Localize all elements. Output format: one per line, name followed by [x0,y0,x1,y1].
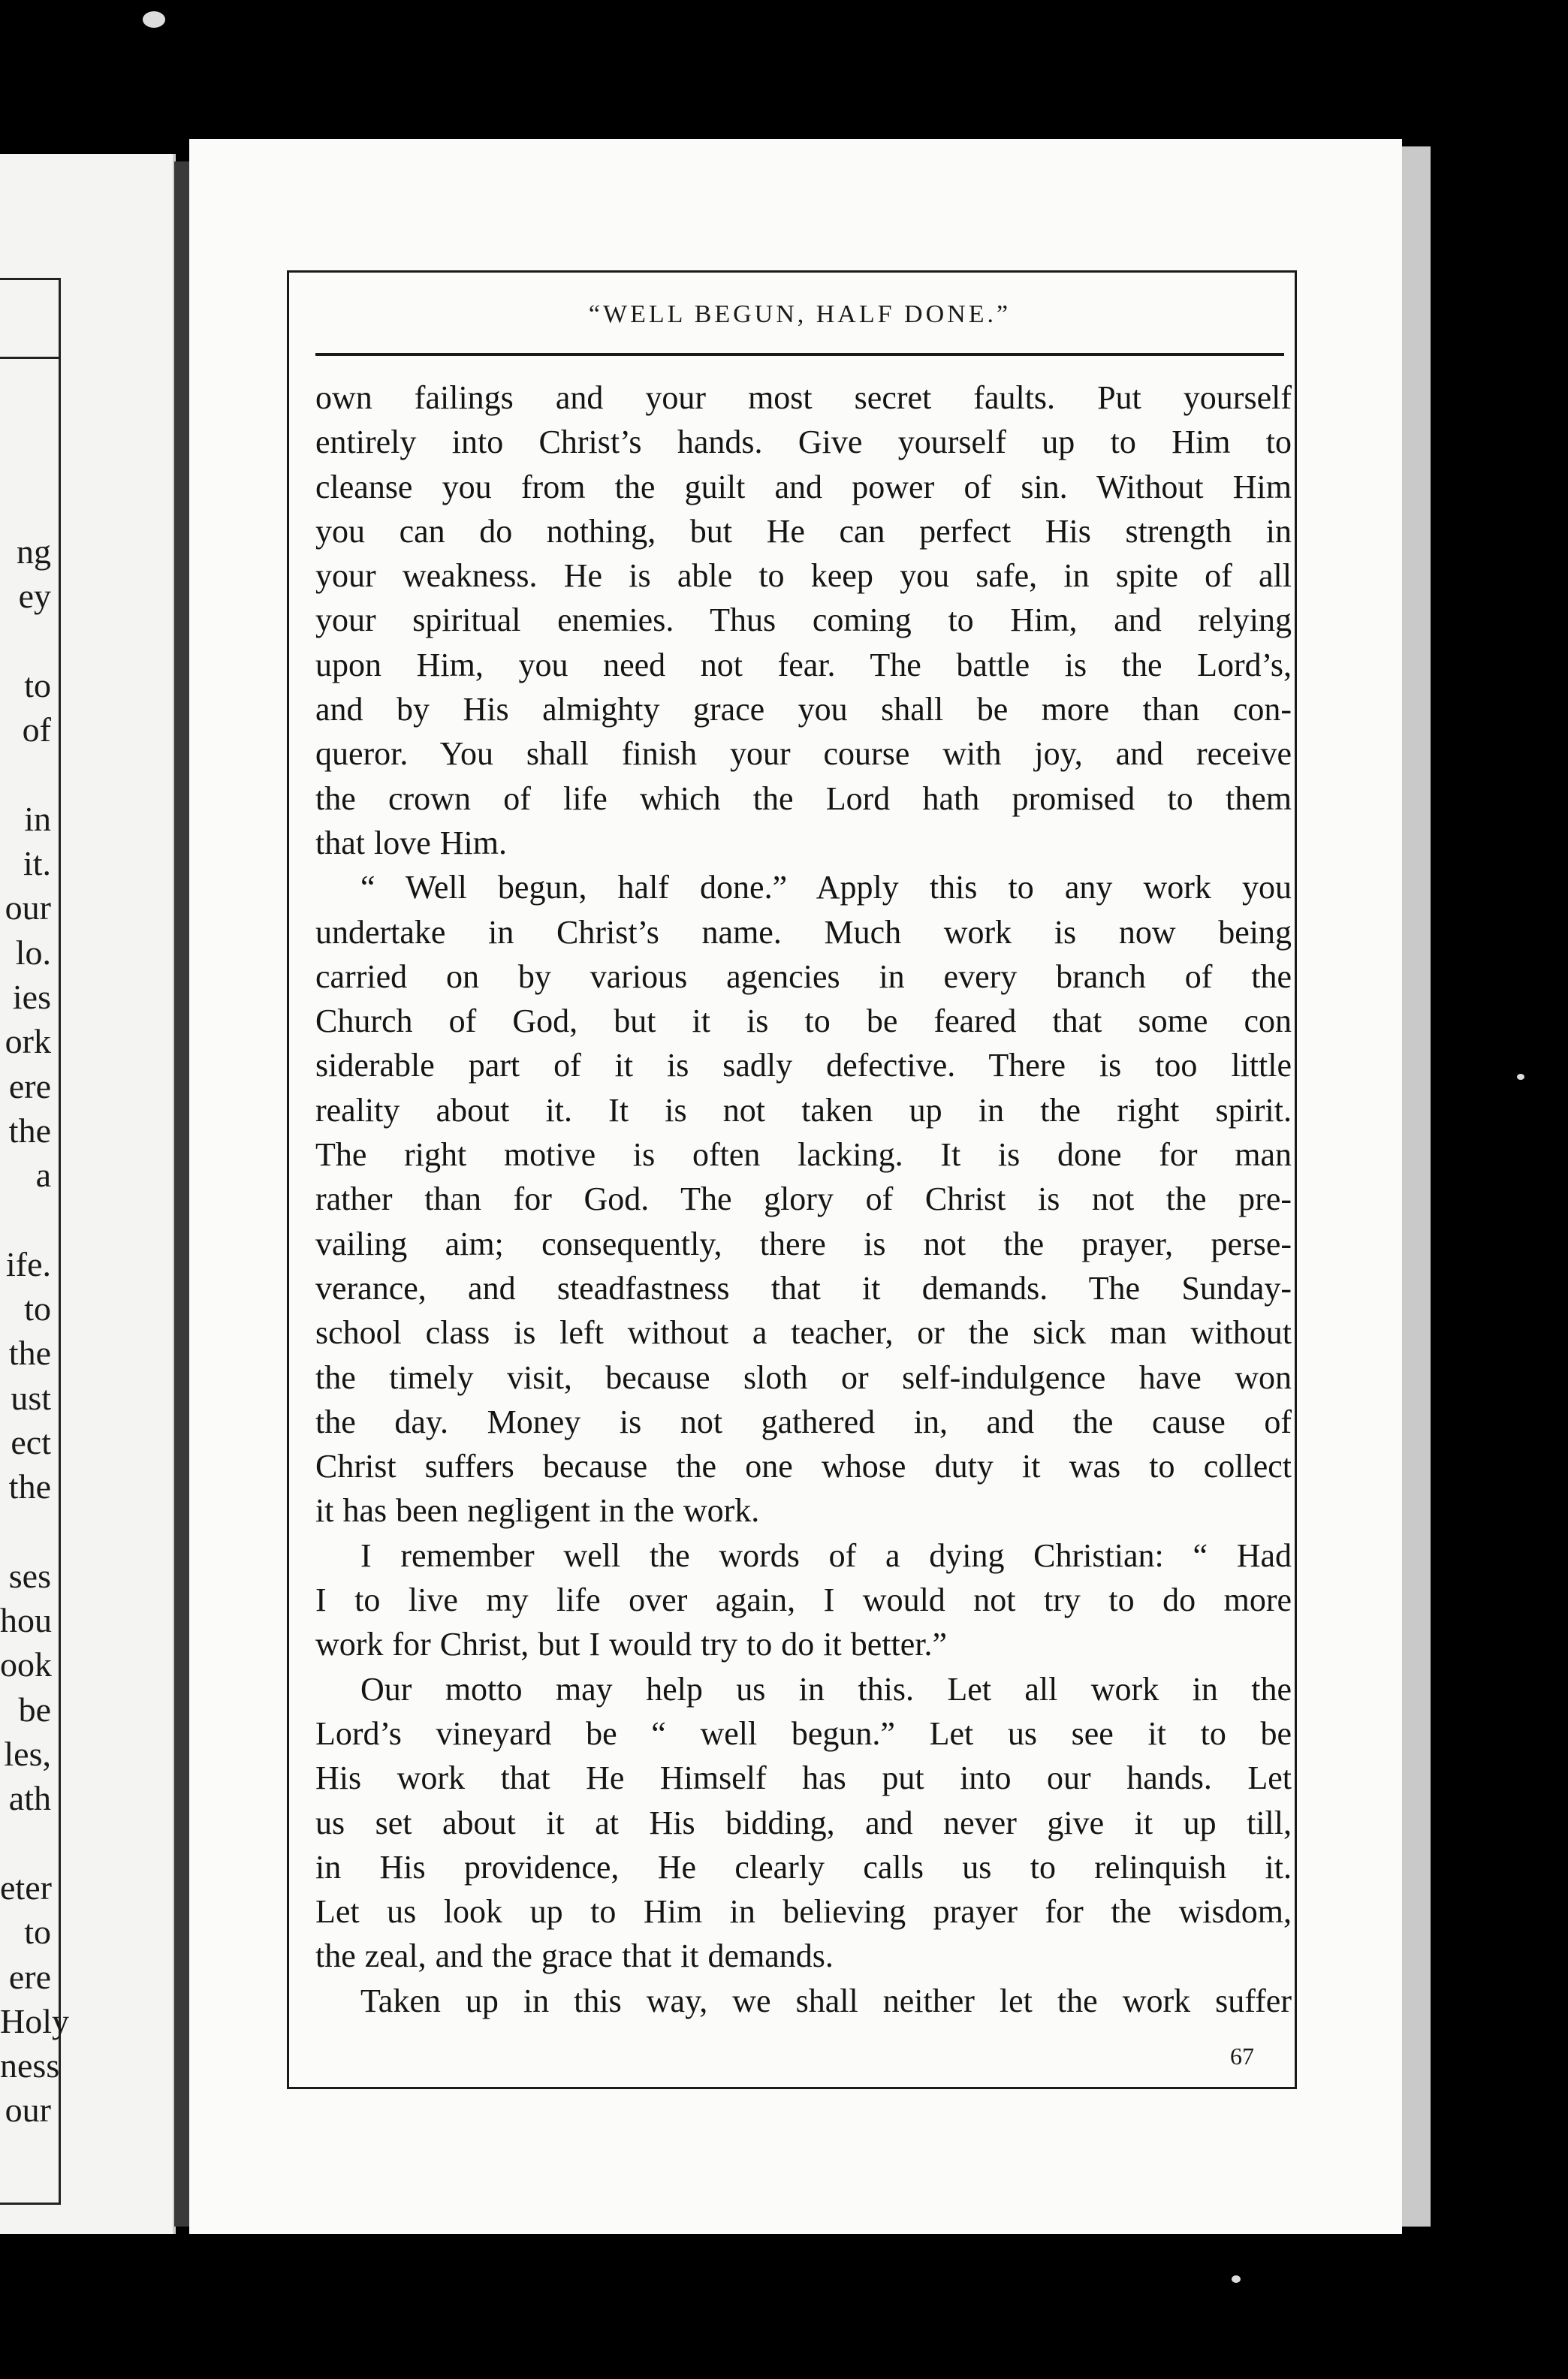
text-line: school class is left without a teacher, or the sick man without [315,1314,1292,1352]
text-line: the timely visit, because sloth or self-indulgence have won [315,1358,1292,1396]
facing-page-fragment: to [24,665,51,704]
facing-page-fragment: ere [8,1066,51,1105]
facing-page-fragment: of [22,710,51,749]
body-text [315,375,1292,2023]
facing-page-fragment [0,752,51,796]
text-line: “ Well begun, half done.” Apply this to any work you [360,869,1292,906]
facing-page-fragment: ect [11,1422,51,1461]
facing-page-fragment: ng [17,532,51,571]
facing-page-fragment: ath [8,1779,51,1818]
text-line: own failings and your most secret faults. Put yourself [315,379,1292,416]
text-line: The right motive is often lacking. It is done for man [315,1136,1292,1174]
text-line: us set about it at His bidding, and never give it up till, [315,1804,1292,1841]
text-line: it has been negligent in the work. [315,1492,760,1530]
text-line: carried on by various agencies in every branch of the [315,957,1292,995]
text-line: His work that He Himself has put into our hands. Let [315,1759,1292,1797]
running-head-rule [315,353,1284,356]
facing-page-fragment [0,1197,51,1241]
text-line: rather than for God. The glory of Christ is not the pre- [315,1180,1292,1218]
facing-page-fragment [0,1821,51,1865]
facing-page-fragment [0,619,51,663]
facing-page-fragment: ses [8,1556,51,1595]
text-line: I remember well the words of a dying Christian: “ Had [360,1536,1292,1574]
text-line: entirely into Christ’s hands. Give yourself up to Him to [315,424,1292,461]
facing-page-fragment: our [5,2091,51,2130]
text-line: the crown of life which the Lord hath promised to them [315,779,1292,817]
text-line: verance, and steadfastness that it demands. The Sunday- [315,1269,1292,1307]
paper-speck [1517,1074,1524,1080]
text-line: siderable part of it is sadly defective. There is too little [315,1047,1292,1084]
facing-page-fragment: ness [0,2046,60,2085]
facing-page-fragment: ook [0,1645,52,1684]
facing-page-fragment: ork [5,1022,51,1061]
text-line: Taken up in this way, we shall neither let the work suffer [360,1982,1292,2019]
text-line: Christ suffers because the one whose duty it was to collect [315,1448,1292,1485]
facing-page-fragment: in [24,799,51,838]
paper-speck [1232,2275,1241,2283]
facing-page-fragment: a [35,1156,51,1195]
text-line: your spiritual enemies. Thus coming to Him, and relying [315,602,1292,639]
text-line: the zeal, and the grace that it demands. [315,1937,834,1975]
page-number: 67 [1230,2043,1254,2070]
facing-page [0,154,176,2234]
facing-page-text-fragments [0,529,69,2133]
text-line: and by His almighty grace you shall be more than con- [315,691,1292,728]
page-edge-shadow [1402,146,1431,2227]
text-line: the day. Money is not gathered in, and the cause of [315,1403,1292,1440]
paper-speck [143,11,165,28]
facing-page-fragment: lo. [15,933,51,972]
text-line: vailing aim; consequently, there is not the prayer, perse- [315,1225,1292,1262]
text-line: Let us look up to Him in believing prayer for the wisdom, [315,1893,1292,1931]
facing-page-fragment: hou [0,1601,52,1640]
text-line: in His providence, He clearly calls us to relinquish it. [315,1848,1292,1886]
facing-page-fragment: ies [12,977,51,1016]
text-line: Lord’s vineyard be “ well begun.” Let us see it to be [315,1714,1292,1752]
text-line: your weakness. He is able to keep you safe, in spite of all [315,557,1292,595]
book-gutter [174,161,191,2227]
facing-page-fragment: eter [0,1868,52,1907]
text-line: Our motto may help us in this. Let all work in the [360,1670,1292,1708]
text-line: work for Christ, but I would try to do it better.” [315,1626,947,1663]
text-line: Church of God, but it is to be feared that some con [315,1003,1292,1040]
facing-page-fragment: Holy [0,2001,69,2040]
running-head: “WELL BEGUN, HALF DONE.” [588,300,1012,328]
facing-page-head-rule [0,357,59,359]
facing-page-fragment: it. [23,844,51,883]
text-line: you can do nothing, but He can perfect His strength in [315,512,1292,550]
facing-page-fragment: ife. [5,1244,51,1283]
facing-page-fragment: ey [18,577,51,616]
facing-page-fragment: the [8,1111,51,1150]
facing-page-fragment: ere [8,1957,51,1996]
facing-page-fragment: the [8,1467,51,1506]
facing-page-fragment: to [24,1289,51,1328]
facing-page-fragment: the [8,1334,51,1373]
text-line: cleanse you from the guilt and power of sin. Without Him [315,468,1292,505]
facing-page-fragment [0,1509,51,1554]
text-line: reality about it. It is not taken up in the right spirit. [315,1091,1292,1129]
text-line: that love Him. [315,824,507,861]
facing-page-fragment: les, [4,1735,51,1774]
facing-page-fragment: to [24,1913,51,1952]
facing-page-fragment: be [18,1690,51,1729]
text-line: queror. You shall finish your course with joy, and receive [315,735,1292,773]
text-line: upon Him, you need not fear. The battle is the Lord’s, [315,646,1292,683]
facing-page-fragment: ust [11,1378,51,1417]
facing-page-fragment: our [5,888,51,927]
text-line: I to live my life over again, I would not try to do more [315,1581,1292,1619]
text-line: undertake in Christ’s name. Much work is now being [315,913,1292,951]
